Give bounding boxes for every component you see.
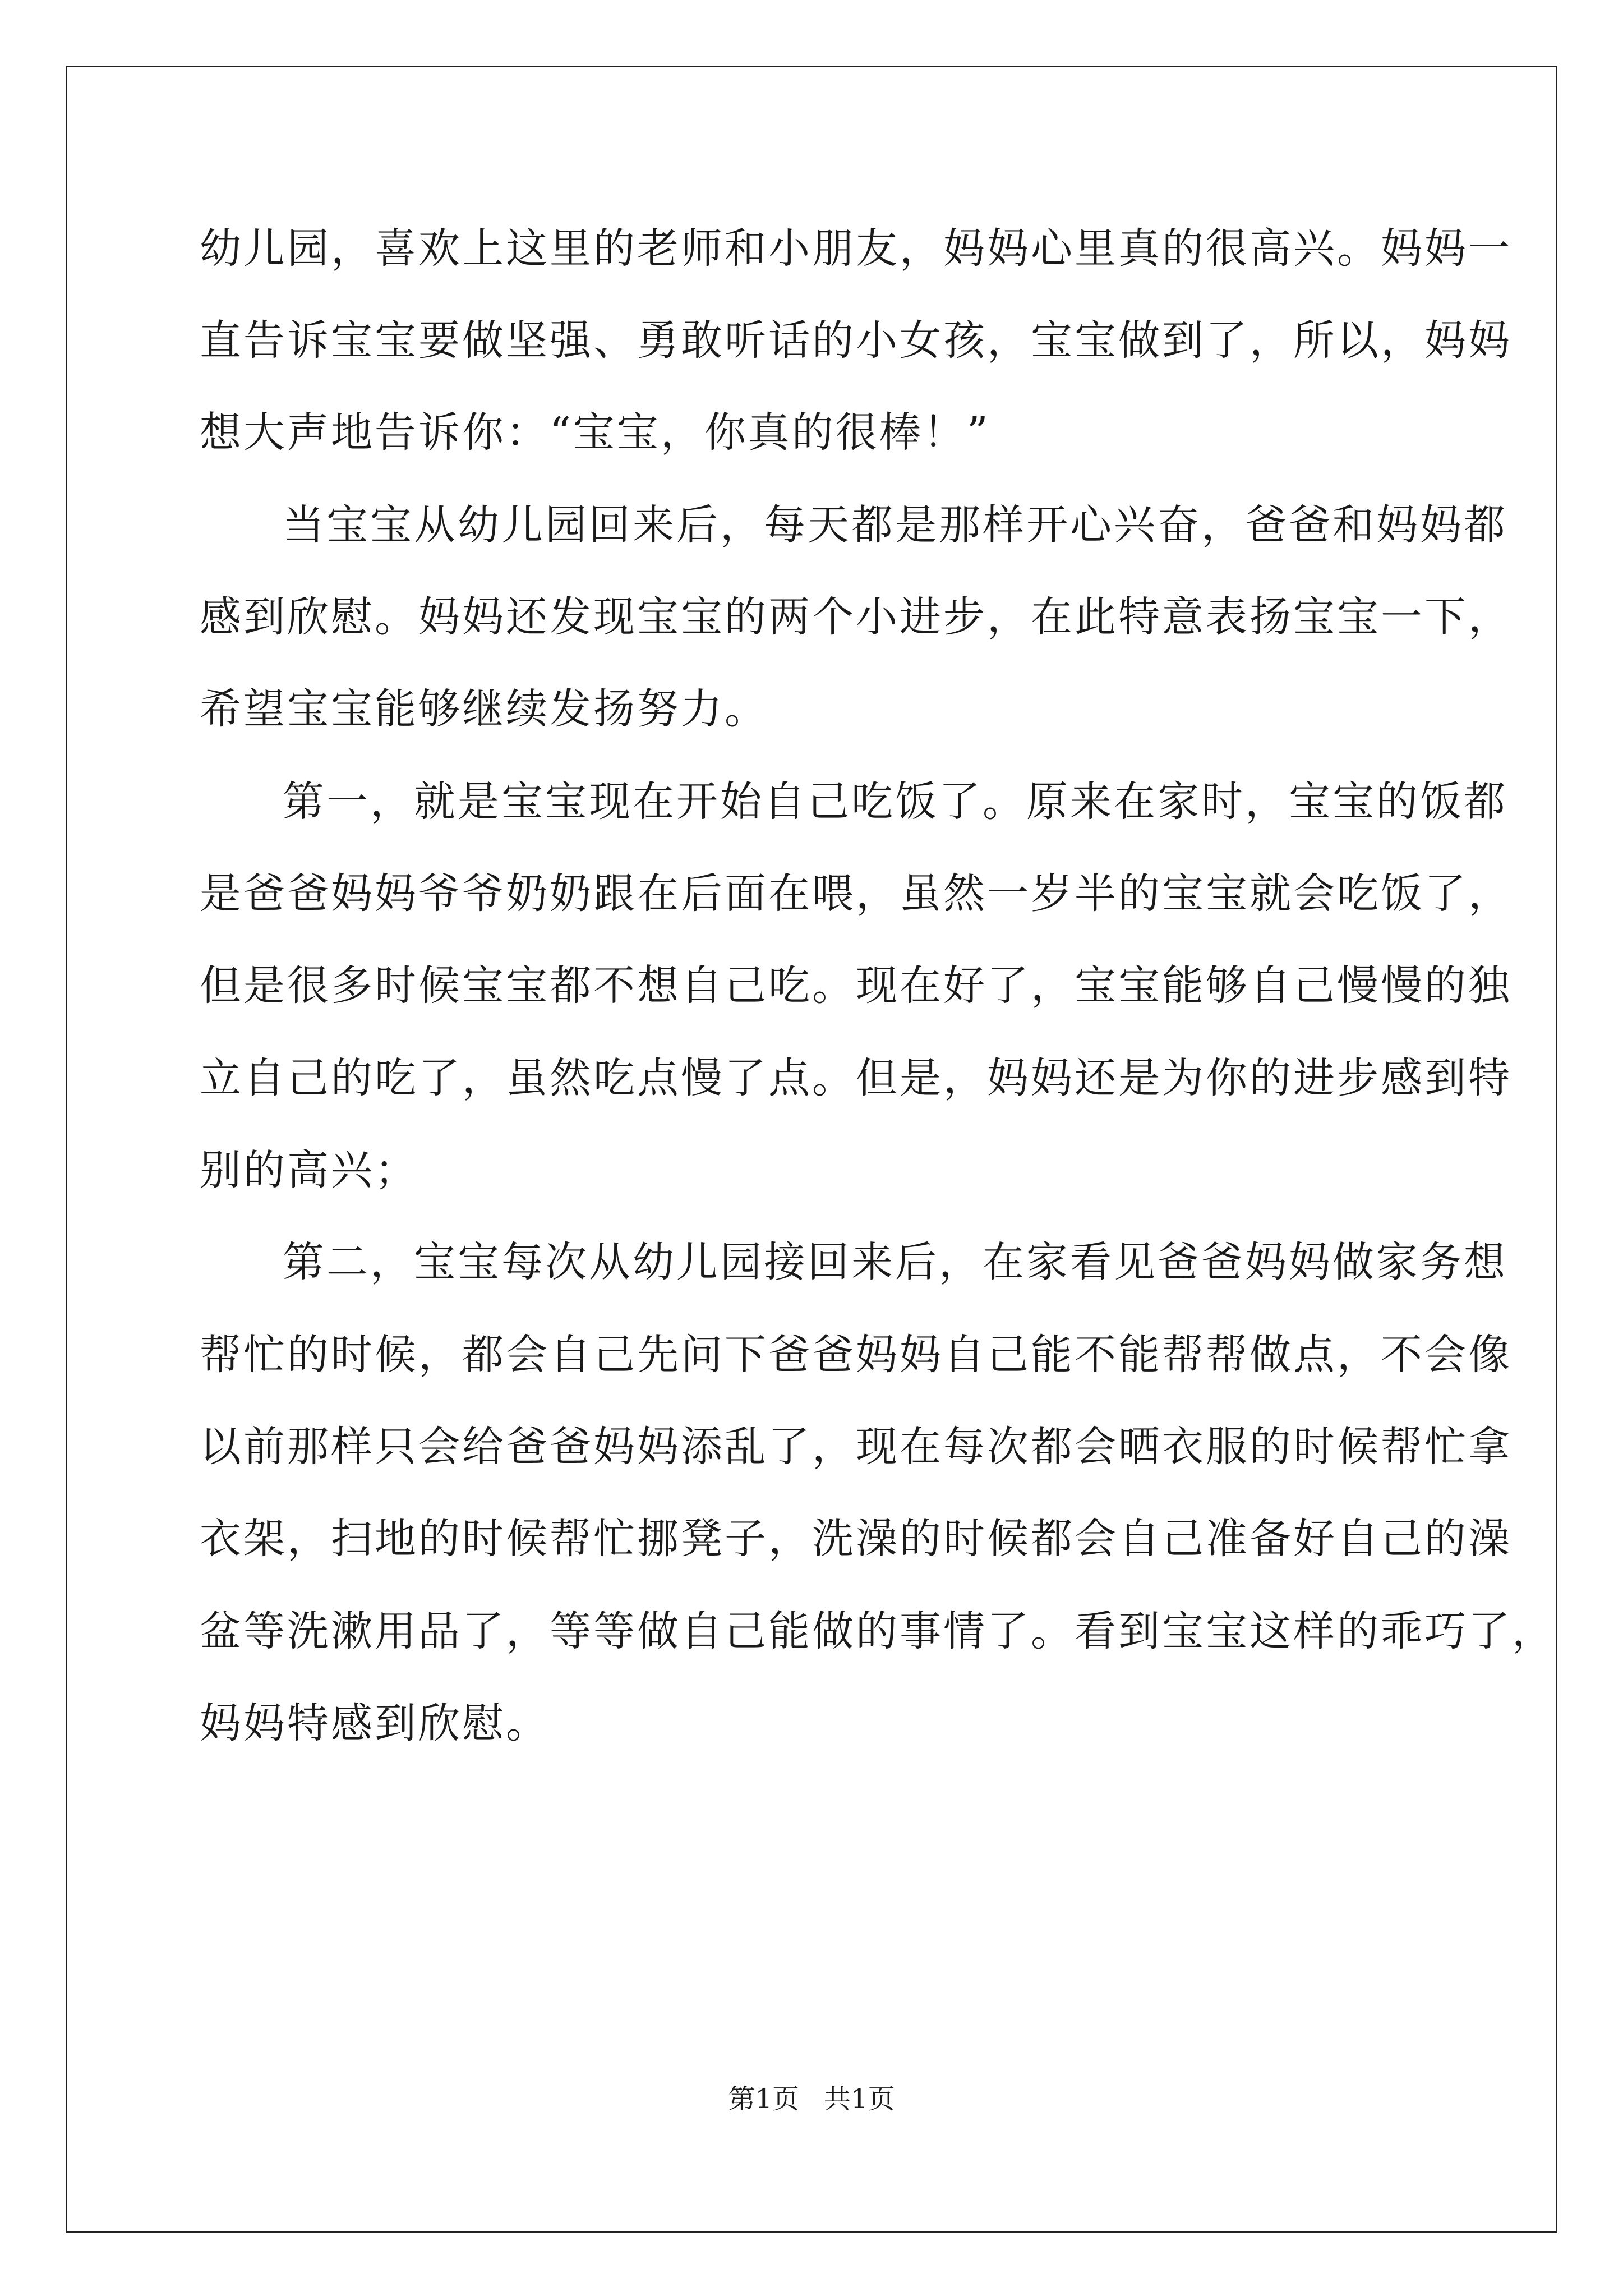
page-footer [0, 2082, 1623, 2116]
text-line: 衣架，扫地的时候帮忙挪凳子，洗澡的时候都会自己准备好自己的澡 [200, 1515, 1512, 1563]
text-line: 立自己的吃了，虽然吃点慢了点。但是，妈妈还是为你的进步感到特 [200, 1054, 1512, 1102]
text-line: 帮忙的时候，都会自己先问下爸爸妈妈自己能不能帮帮做点，不会像 [200, 1331, 1512, 1379]
text-line: 当宝宝从幼儿园回来后，每天都是那样开心兴奋，爸爸和妈妈都 [283, 501, 1507, 549]
text-line: 想大声地告诉你：“宝宝，你真的很棒！” [200, 408, 990, 457]
text-line: 第二，宝宝每次从幼儿园接回来后，在家看见爸爸妈妈做家务想 [283, 1238, 1507, 1286]
page-total: 共1页 [824, 2083, 895, 2115]
text-line: 幼儿园，喜欢上这里的老师和小朋友，妈妈心里真的很高兴。妈妈一 [200, 224, 1512, 273]
text-line: 但是很多时候宝宝都不想自己吃。现在好了，宝宝能够自己慢慢的独 [200, 961, 1512, 1010]
text-line: 别的高兴； [200, 1146, 418, 1194]
page-number: 第1页 [728, 2083, 799, 2115]
text-line: 妈妈特感到欣慰。 [200, 1699, 550, 1747]
text-line: 直告诉宝宝要做坚强、勇敢听话的小女孩，宝宝做到了，所以，妈妈 [200, 316, 1512, 365]
text-line: 希望宝宝能够继续发扬努力。 [200, 685, 768, 733]
text-line: 是爸爸妈妈爷爷奶奶跟在后面在喂，虽然一岁半的宝宝就会吃饭了， [200, 869, 1512, 918]
text-line: 感到欣慰。妈妈还发现宝宝的两个小进步，在此特意表扬宝宝一下， [200, 593, 1512, 641]
text-line: 第一，就是宝宝现在开始自己吃饭了。原来在家时，宝宝的饭都 [283, 777, 1507, 826]
text-line: 盆等洗漱用品了，等等做自己能做的事情了。看到宝宝这样的乖巧了， [200, 1607, 1556, 1655]
text-line: 以前那样只会给爸爸妈妈添乱了，现在每次都会晒衣服的时候帮忙拿 [200, 1423, 1512, 1471]
